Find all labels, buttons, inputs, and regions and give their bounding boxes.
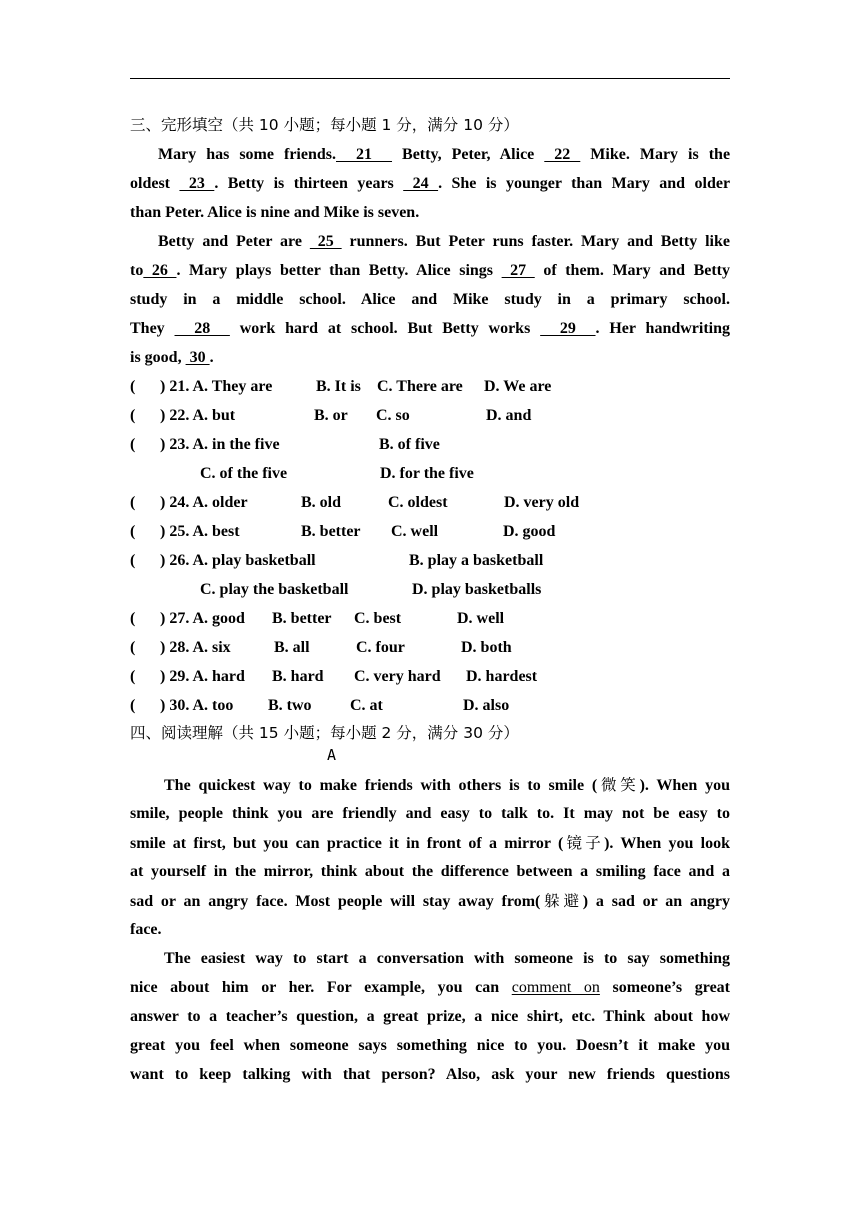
blank-23: 23 <box>179 175 215 192</box>
reading-line: answer to a teacher’s question, a great prize, a nice shirt, etc. Think about how <box>130 1008 730 1025</box>
cloze-line: than Peter. Alice is nine and Mike is seven. <box>130 204 420 221</box>
reading-line: nice about him or her. For example, you can comment on someone’s great <box>130 979 731 996</box>
blank-30: 30 <box>185 349 210 366</box>
reading-line: want to keep talking with that person? Also, ask your new friends questions <box>130 1066 730 1083</box>
comment-on-underlined: comment on <box>511 979 600 996</box>
cloze-line: Betty and Peter are 25 runners. But Peter runs faster. Mary and Betty like <box>158 233 730 250</box>
blank-25: 25 <box>309 233 342 250</box>
reading-line: The easiest way to start a conversation with someone is to say something <box>164 950 730 967</box>
reading-line: great you feel when someone says something nice to you. Doesn’t it make you <box>130 1037 730 1054</box>
blank-27: 27 <box>501 262 535 279</box>
section-title-reading: 四、阅读理解（共 15 小题；每小题 2 分，满分 30 分） <box>130 724 519 742</box>
blank-29: 29 <box>540 320 596 337</box>
blank-22: 22 <box>544 146 581 163</box>
blank-21: 21 <box>336 146 393 163</box>
reading-line: smile, people think you are friendly and easy to talk to. It may not be easy to <box>130 805 730 822</box>
blank-28: 28 <box>174 320 230 337</box>
cloze-line: Mary has some friends. 21 Betty, Peter, Alice 22 Mike. Mary is the <box>158 146 731 163</box>
reading-line: smile at first, but you can practice it in front of a mirror (镜子). When you look <box>130 834 730 852</box>
reading-line: at yourself in the mirror, think about the difference between a smiling face and a <box>130 863 730 880</box>
reading-line: sad or an angry face. Most people will stay away from(躲避) a sad or an angry <box>130 892 731 910</box>
document-page: 三、完形填空（共 10 小题；每小题 1 分，满分 10 分） Mary has some friends. 21 Betty, Peter, Alice 22 Mike. Mary is the oldest 23 . Betty is thirteen years 24 . She is younger than Mary and older than Peter. Alice is nine and Mike is seven. Betty and Peter are 25 runners. But Peter runs faster. Mary and Betty like to 26 . Mary plays better than Betty. Alice sings 27 of them. Mary and Betty study in a middle school. Alice and Mike study in a primary school. They 28 work hard at school. But Betty works 29 . Her handwriting is good, 30 . ( ) 21. A. They are B. It is C. There are D. We are ( ) 22. A. but B. or C. so D. and ( ) 23. A. in the five B. of five C. of the five D. for the five ( ) 24. A. older B. old C. oldest D. very old ( ) 25. A. best B. better C. well D. good ( ) 26. A. play basketball B. play a basketball C. play the basketball D. play basketballs ( ) 27. A. good B. better C. best D. well ( ) 28. A. six B. all C. four D. both ( ) 29. A. hard B. hard C. very hard D. hardest ( ) 30. A. too B. two C. at D. also 四、阅读理解（共 15 小题；每小题 2 分，满分 30 分） A The quickest way to make friends with others is to smile (微笑). When you smile, people think you are friendly and easy to talk to. It may not be easy to smile at first, but you can practice it in front of a mirror (镜子). When you look at yourself in the mirror, think about the difference between a smiling face and a sad or an angry face. Most people will stay away from(躲避) a sad or an angry face. The easiest way to start a conversation with someone is to say something nice about him or her. For example, you can comment on someone’s great answer to a teacher’s question, a great prize, a nice shirt, etc. Think about how great you feel when someone says something nice to you. Doesn’t it make you want to keep talking with that person? Also, ask your new friends questions <box>0 0 860 1216</box>
blank-24: 24 <box>403 175 439 192</box>
header-rule <box>130 78 730 79</box>
cloze-line: They 28 work hard at school. But Betty works 29 . Her handwriting <box>130 320 731 337</box>
blank-26: 26 <box>143 262 177 279</box>
cloze-line: study in a middle school. Alice and Mike study in a primary school. <box>130 291 730 308</box>
section-title-cloze: 三、完形填空（共 10 小题；每小题 1 分，满分 10 分） <box>130 116 519 134</box>
reading-line: face. <box>130 921 162 938</box>
cloze-line: oldest 23 . Betty is thirteen years 24 . She is younger than Mary and older <box>130 175 731 192</box>
reading-line: The quickest way to make friends with others is to smile (微笑). When you <box>164 776 730 794</box>
passage-label: A <box>327 746 337 764</box>
cloze-line: to 26 . Mary plays better than Betty. Alice sings 27 of them. Mary and Betty <box>130 262 731 279</box>
cloze-line: is good, 30 . <box>130 349 214 366</box>
